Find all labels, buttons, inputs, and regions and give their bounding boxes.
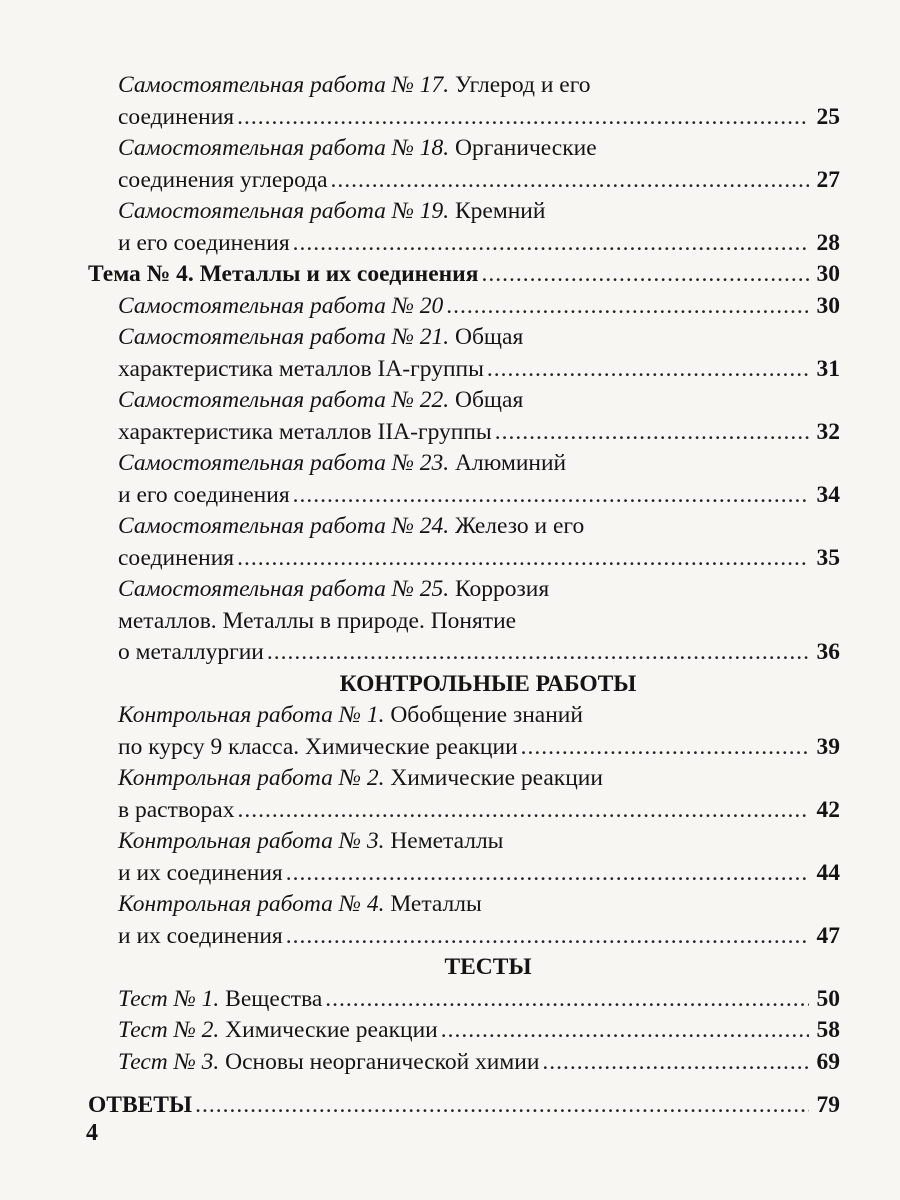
dot-leader: [325, 984, 809, 1016]
toc-entry-sr19-cont: [88, 228, 840, 260]
entry-page: 47: [816, 922, 840, 949]
section-heading-control-works: КОНТРОЛЬНЫЕ РАБОТЫ: [339, 670, 637, 697]
dot-leader: [286, 921, 809, 953]
entry-label: Контрольная работа № 1.: [118, 702, 385, 728]
topic-title: Тема № 4. Металлы и их соединения: [88, 261, 479, 287]
entry-title: Общая: [455, 387, 524, 413]
toc-entry-kr4-cont: [88, 921, 840, 953]
toc-entry-sr21-cont: [88, 354, 840, 386]
entry-title: Основы неорганической химии: [225, 1048, 540, 1075]
toc-entry-sr19: [88, 196, 840, 228]
toc-answers: [88, 1090, 840, 1122]
entry-page: 39: [816, 733, 840, 760]
toc-entry-sr25: [88, 574, 840, 606]
entry-title: Органические: [455, 135, 597, 161]
entry-label: Самостоятельная работа № 18.: [118, 135, 450, 161]
dot-leader: [542, 1047, 809, 1079]
page-number: 4: [86, 1120, 98, 1146]
entry-label: Контрольная работа № 2.: [118, 765, 385, 791]
entry-title: Углерод и его: [455, 72, 591, 98]
toc-entry-sr17: [88, 70, 840, 102]
toc-entry-sr17-cont: [88, 102, 840, 134]
entry-label: Тест № 3.: [118, 1048, 220, 1075]
toc-entry-kr2: [88, 763, 840, 795]
entry-page: 34: [816, 481, 840, 508]
dot-leader: [293, 228, 809, 260]
toc-entry-kr2-cont: [88, 795, 840, 827]
dot-leader: [481, 259, 809, 291]
entry-page: 36: [816, 639, 840, 665]
dot-leader: [195, 1090, 809, 1122]
dot-leader: [441, 1015, 809, 1047]
entry-label: Самостоятельная работа № 25.: [118, 576, 450, 602]
entry-title: и их соединения: [118, 859, 283, 886]
entry-title: в растворах: [118, 796, 235, 823]
entry-title: о металлургии: [118, 639, 264, 665]
entry-title: Кремний: [455, 198, 546, 224]
toc-entry-sr23: [88, 448, 840, 480]
entry-page: 58: [816, 1017, 840, 1043]
entry-title: Неметаллы: [390, 828, 504, 854]
entry-label: Тест № 2.: [118, 1017, 220, 1043]
toc-entry-sr20: [88, 291, 840, 323]
entry-page: 30: [816, 292, 840, 319]
entry-title: и их соединения: [118, 922, 283, 949]
entry-page: 30: [816, 261, 840, 287]
toc-entry-test3: [88, 1047, 840, 1079]
entry-title: и его соединения: [118, 481, 290, 508]
entry-title: по курсу 9 класса. Химические реакции: [118, 733, 518, 760]
toc-topic-4: [88, 259, 840, 291]
entry-page: 28: [816, 229, 840, 256]
toc-entry-sr24: [88, 511, 840, 543]
entry-label: Самостоятельная работа № 22.: [118, 387, 450, 413]
toc-entry-kr1-cont: [88, 732, 840, 764]
entry-title: металлов. Металлы в природе. Понятие: [118, 607, 517, 634]
entry-title: характеристика металлов IIA-группы: [118, 418, 492, 445]
toc-entry-sr21: [88, 322, 840, 354]
entry-title: Общая: [455, 324, 524, 350]
toc-entry-kr4: [88, 889, 840, 921]
entry-title: и его соединения: [118, 229, 290, 256]
dot-leader: [237, 795, 809, 827]
toc-entry-sr22: [88, 385, 840, 417]
entry-page: 69: [816, 1048, 840, 1075]
entry-label: Самостоятельная работа № 19.: [118, 198, 450, 224]
entry-title: Железо и его: [455, 513, 585, 539]
dot-leader: [331, 165, 809, 197]
entry-label: Контрольная работа № 3.: [118, 828, 385, 854]
entry-title: Вещества: [225, 985, 323, 1012]
entry-title: Химические реакции: [390, 765, 603, 791]
toc-entry-sr24-cont: [88, 543, 840, 575]
answers-title: ОТВЕТЫ: [88, 1092, 193, 1118]
toc-entry-test2: [88, 1015, 840, 1047]
entry-page: 27: [816, 166, 840, 193]
entry-label: Самостоятельная работа № 17.: [118, 72, 450, 98]
entry-label: Самостоятельная работа № 23.: [118, 450, 450, 476]
entry-title: соединения: [118, 544, 235, 571]
entry-label: Тест № 1.: [118, 985, 220, 1012]
entry-label: Контрольная работа № 4.: [118, 891, 385, 917]
entry-page: 50: [816, 985, 840, 1012]
toc-entry-kr3-cont: [88, 858, 840, 890]
toc-entry-sr25-cont2: [88, 637, 840, 669]
entry-label: Самостоятельная работа № 20: [118, 292, 444, 319]
toc-entry-sr18-cont: [88, 165, 840, 197]
entry-title: соединения углерода: [118, 166, 328, 193]
entry-title: соединения: [118, 103, 235, 130]
toc-entry-sr22-cont: [88, 417, 840, 449]
dot-leader: [446, 291, 809, 323]
toc-entry-sr18: [88, 133, 840, 165]
entry-page: 31: [816, 355, 840, 382]
entry-title: Коррозия: [455, 576, 550, 602]
dot-leader: [286, 858, 809, 890]
toc-entry-test1: [88, 984, 840, 1016]
dot-leader: [495, 417, 809, 449]
dot-leader: [487, 354, 809, 386]
dot-leader: [237, 543, 809, 575]
dot-leader: [293, 480, 809, 512]
entry-title: Обобщение знаний: [390, 702, 583, 728]
entry-title: Алюминий: [455, 450, 567, 476]
toc-entry-kr1: [88, 700, 840, 732]
entry-title: характеристика металлов IA-группы: [118, 355, 484, 382]
section-heading-tests: ТЕСТЫ: [444, 954, 532, 980]
toc-entry-sr25-cont: [88, 606, 840, 638]
entry-page: 32: [816, 418, 840, 445]
entry-page: 44: [816, 859, 840, 886]
toc-entry-sr23-cont: [88, 480, 840, 512]
dot-leader: [521, 732, 809, 764]
entry-title: Химические реакции: [225, 1017, 438, 1043]
table-of-contents: [88, 70, 840, 1122]
entry-page: 79: [816, 1092, 840, 1118]
toc-entry-kr3: [88, 826, 840, 858]
entry-label: Самостоятельная работа № 24.: [118, 513, 450, 539]
entry-page: 35: [816, 544, 840, 571]
dot-leader: [237, 102, 809, 134]
entry-page: 42: [816, 796, 840, 823]
dot-leader: [267, 637, 809, 669]
entry-page: 25: [816, 103, 840, 130]
entry-label: Самостоятельная работа № 21.: [118, 324, 450, 350]
entry-title: Металлы: [390, 891, 482, 917]
